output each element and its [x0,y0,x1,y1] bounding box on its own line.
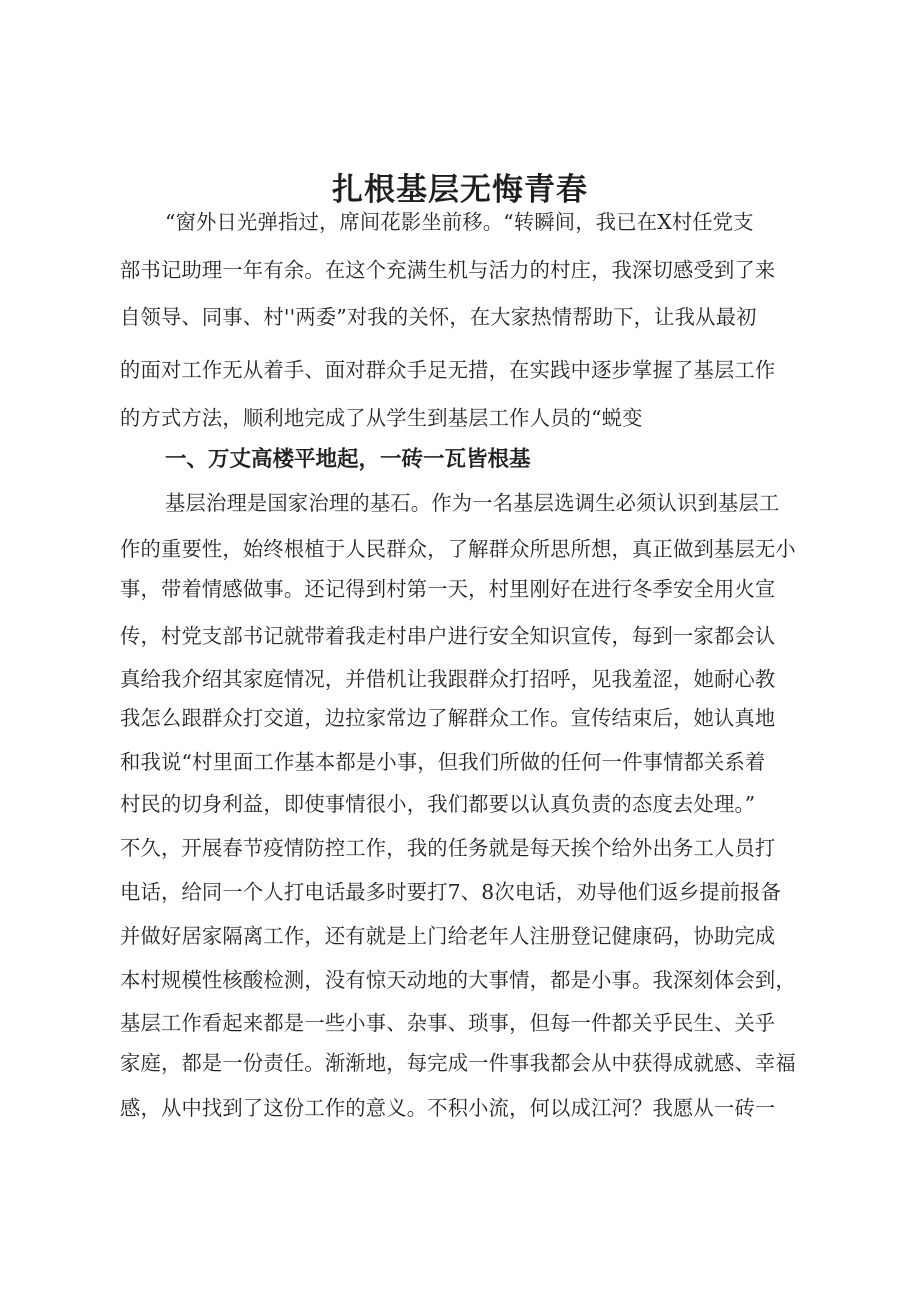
body-line-5: 真给我介绍其家庭情况，并借机让我跟群众打招呼，见我羞涩，她耐心教 [120,667,776,691]
intro-line-5: 的方式方法，顺利地完成了从学生到基层工作人员的“蜕变 [120,406,643,430]
intro-line-4: 的面对工作无从着手、面对群众手足无措，在实践中逐步掌握了基层工作 [120,358,776,382]
body-line-3: 事，带着情感做事。还记得到村第一天，村里刚好在进行冬季安全用火宣 [120,577,776,601]
document-title: 扎根基层无悔青春 [332,172,588,208]
body-line-11: 并做好居家隔离工作，还有就是上门给老年人注册登记健康码，协助完成 [120,924,776,948]
body-line-9: 不久，开展春节疫情防控工作，我的任务就是每天挨个给外出务工人员打 [120,836,776,860]
body-line-2: 作的重要性，始终根植于人民群众，了解群众所思所想，真正做到基层无小 [120,537,796,561]
body-line-8: 村民的切身利益，即使事情很小，我们都要以认真负责的态度去处理。” [120,792,756,816]
body-line-1: 基层治理是国家治理的基石。作为一名基层选调生必须认识到基层工 [165,491,780,515]
body-line-12: 本村规模性核酸检测，没有惊天动地的大事情，都是小事。我深刻体会到， [120,968,796,992]
body-line-13: 基层工作看起来都是一些小事、杂事、琐事，但每一件都关乎民生、关乎 [120,1011,776,1035]
intro-line-2: 部书记助理一年有余。在这个充满生机与活力的村庄，我深切感受到了来 [120,258,776,282]
body-line-14: 家庭，都是一份责任。渐渐地，每完成一件事我都会从中获得成就感、幸福 [120,1051,796,1075]
body-line-6: 我怎么跟群众打交道，边拉家常边了解群众工作。宣传结束后，她认真地 [120,706,776,730]
section-heading-1: 一、万丈高楼平地起，一砖一瓦皆根基 [165,447,531,472]
body-line-4: 传，村党支部书记就带着我走村串户进行安全知识宣传，每到一家都会认 [120,624,776,648]
intro-line-3: 自领导、同事、村''两委”对我的关怀，在大家热情帮助下，让我从最初 [120,305,757,329]
body-line-7: 和我说“村里面工作基本都是小事，但我们所做的任何一件事情都关系着 [120,750,766,774]
body-line-15: 感，从中找到了这份工作的意义。不积小流，何以成江河？我愿从一砖一 [120,1096,776,1120]
body-line-10: 电话，给同一个人打电话最多时要打7、8次电话，劝导他们返乡提前报备 [120,880,782,904]
intro-line-1: “窗外日光弹指过，席间花影坐前移。“转瞬间，我已在X村任党支 [165,210,754,234]
